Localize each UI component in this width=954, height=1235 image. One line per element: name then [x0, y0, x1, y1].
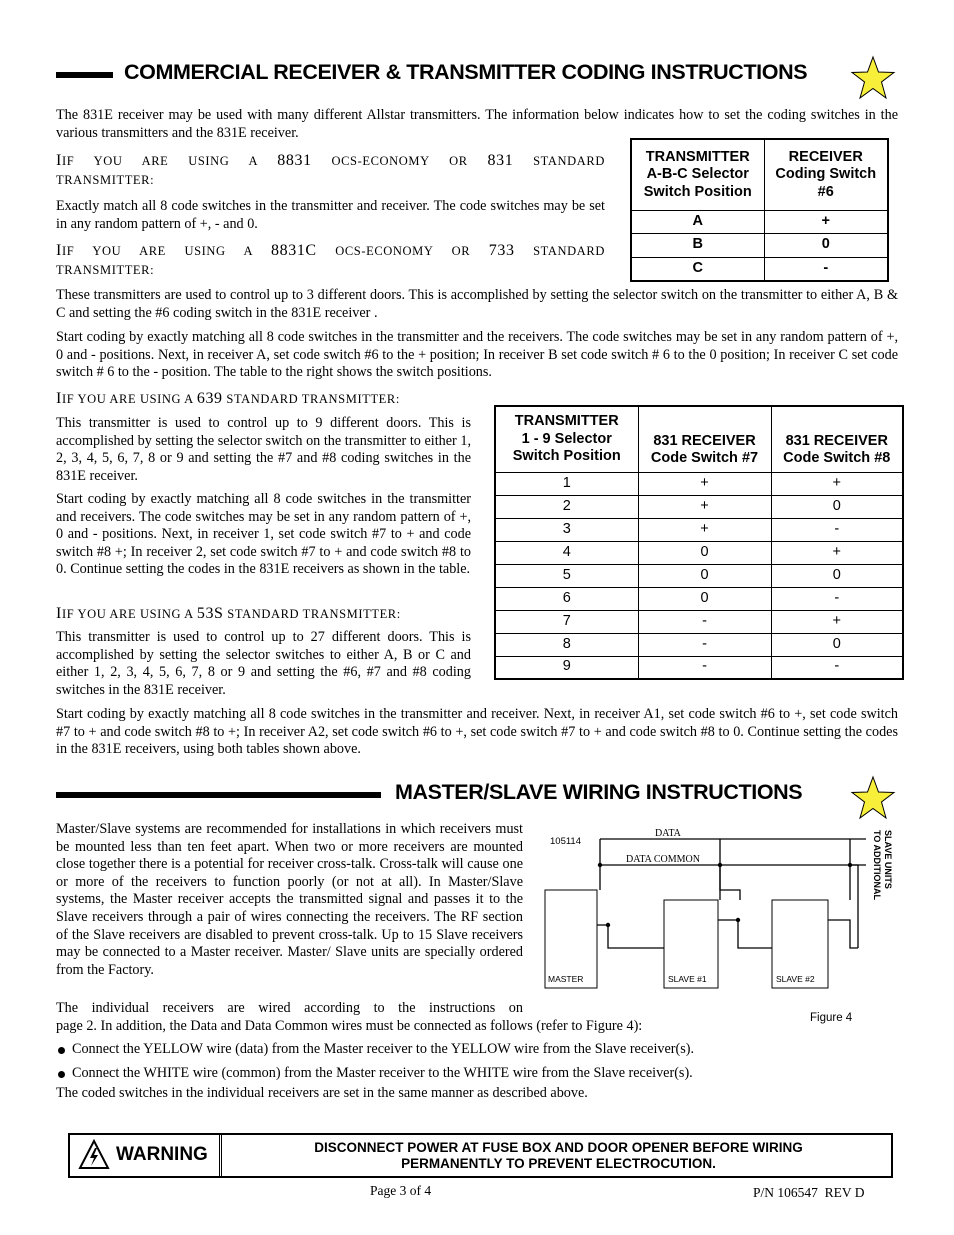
part-number: P/N 106547 REV D	[753, 1185, 865, 1200]
table-row: B 0	[631, 233, 888, 257]
side-label-1: TO ADDITIONAL	[872, 830, 882, 900]
table-row: 4 0 +	[495, 541, 903, 564]
table-row: 8 - 0	[495, 633, 903, 656]
heading-8831: IIF YOU ARE USING A 8831 OCS-ECONOMY OR 831 STANDARD	[56, 152, 605, 169]
paragraph-8831c-2: Start coding by exactly matching all 8 code switches in the transmitter and the receivers. The code switches may be set in any random pattern of +, 0 and - positions. Next, in receiver A, set code switch #6 to the + position; In receiver B set code switch # 6 to the 0 position; In receiver C set code switch # 6 to the - position. The table to the right shows the switch positions.	[56, 329, 898, 381]
bullet-marker	[58, 1071, 65, 1078]
selector-table-abc	[630, 138, 889, 282]
table2-header-switch7: 831 RECEIVER Code Switch #7	[638, 406, 771, 472]
table-row: 6 0 -	[495, 587, 903, 610]
lightning-hazard-icon	[78, 1139, 110, 1171]
intro-paragraph: The 831E receiver may be used with many different Allstar transmitters. The information below indicates how to set the coding switches in the various transmitters and the 831E receiver.	[56, 107, 898, 141]
heading-8831-line2: TRANSMITTER:	[56, 173, 155, 187]
wiring-paragraph-1: Master/Slave systems are recommended for installations in which receivers must be mounted less than ten feet apart. When two or more receivers are mounted close together there is a potential for receiver cross-talk. Cross-talk will cause one or more of the receivers to function poorly (or not at all). In Master/Slave systems, the Master receiver accepts the transmitted signal and passes it to the Slave receivers through a pair of wires connecting the receivers. The RF section of the Slave receivers are disabled to prevent cross-talk. Up to 15 Slave receivers may be connected to a Master receiver. Master/ Slave units are specially ordered from the Factory.	[56, 821, 523, 978]
warning-line-2: PERMANENTLY TO PREVENT ELECTROCUTION.	[401, 1156, 716, 1171]
bullet-yellow: Connect the YELLOW wire (data) from the Master receiver to the YELLOW wire from the Slave receiver(s).	[72, 1041, 695, 1057]
paragraph-8831: Exactly match all 8 code switches in the transmitter and receiver. The code switches may be set in any random pattern of +, - and 0.	[56, 198, 605, 232]
table2-header-transmitter: TRANSMITTER 1 - 9 Selector Switch Position	[495, 406, 638, 472]
warning-text	[226, 1140, 891, 1172]
paragraph-53s: This transmitter is used to control up to 27 different doors. This is accomplished by setting the selector switches to either A, B or C and either 1, 2, 3, 4, 5, 6, 7, 8 or 9 and setting the #6, #7 and #8 coding switches in the 831E receiver.	[56, 629, 471, 698]
star-icon	[850, 775, 896, 821]
data-label: DATA	[655, 828, 681, 839]
selector-table-1-9	[494, 405, 904, 680]
page-number: Page 3 of 4	[370, 1183, 432, 1198]
figure-caption: Figure 4	[810, 1012, 853, 1024]
warning-line-1: DISCONNECT POWER AT FUSE BOX AND DOOR OPENER BEFORE WIRING	[314, 1140, 803, 1155]
paragraph-639-1: This transmitter is used to control up to 9 different doors. This is accomplished by setting the selector switch on the transmitter to either 1, 2, 3, 4, 5, 6, 7, 8 or 9 and setting the #7 and #8 coding switches in the 831E receiver.	[56, 415, 471, 484]
table2-header-switch8: 831 RECEIVER Code Switch #8	[771, 406, 903, 472]
section-title-wiring: MASTER/SLAVE WIRING INSTRUCTIONS	[395, 780, 803, 804]
warning-label: WARNING	[116, 1144, 208, 1165]
table-row: 2 + 0	[495, 495, 903, 518]
table1-header-transmitter: TRANSMITTER A-B-C Selector Switch Position	[631, 139, 764, 210]
side-label-2: SLAVE UNITS	[883, 830, 893, 889]
wiring-paragraph-3: The coded switches in the individual receivers are set in the same manner as described above.	[56, 1085, 588, 1101]
master-label: MASTER	[548, 974, 584, 984]
heading-8831c-line2: TRANSMITTER:	[56, 263, 155, 277]
header-rule-2	[56, 792, 381, 798]
header-rule-1	[56, 72, 113, 78]
table-row: 1 + +	[495, 472, 903, 495]
heading-639: IIF YOU ARE USING A 639 STANDARD TRANSMITTER:	[56, 390, 400, 407]
data-common-label: DATA COMMON	[626, 854, 700, 865]
paragraph-8831c-1: These transmitters are used to control up to 3 different doors. This is accomplished by setting the selector switch on the transmitter to either A, B & C and setting the #6 coding switch in the 831E receiver .	[56, 287, 898, 321]
table-row: 7 - +	[495, 610, 903, 633]
slave1-label: SLAVE #1	[668, 974, 707, 984]
table-row: C -	[631, 257, 888, 281]
wiring-diagram	[540, 820, 898, 1030]
table-row: A +	[631, 210, 888, 233]
figure-number: 105114	[550, 836, 581, 847]
table-row: 3 + -	[495, 518, 903, 541]
bullet-white: Connect the WHITE wire (common) from the Master receiver to the WHITE wire from the Slave receiver(s).	[72, 1065, 693, 1081]
table-row: 5 0 0	[495, 564, 903, 587]
wiring-paragraph-2b: page 2. In addition, the Data and Data Common wires must be connected as follows (refer to Figure 4):	[56, 1018, 643, 1034]
wiring-paragraph-2a: The individual receivers are wired according to the instructions on	[56, 1000, 523, 1016]
section-title-coding: COMMERCIAL RECEIVER & TRANSMITTER CODING INSTRUCTIONS	[124, 60, 808, 84]
heading-8831c: IIF YOU ARE USING A 8831C OCS-ECONOMY OR 733 STANDARD	[56, 242, 605, 259]
warning-box	[68, 1133, 893, 1178]
table-row: 9 - -	[495, 656, 903, 679]
bullet-marker	[58, 1047, 65, 1054]
slave2-label: SLAVE #2	[776, 974, 815, 984]
paragraph-639-2: Start coding by exactly matching all 8 code switches in the transmitter and receivers. The code switches may be set in any random pattern of +, 0 and - positions. Next, in receiver 1, set code switch #7 to + and code switch #8 +; In receiver 2, set code switch #7 to + and code switch #8 to 0. Continue setting the codes in the 831E receivers as shown in the table.	[56, 491, 471, 578]
paragraph-final: Start coding by exactly matching all 8 code switches in the transmitter and receiver. Next, in receiver A1, set code switch #6 to +, set code switch #7 to + and code switch #8 to +; In receiver A2, set code switch #6 to +, set code switch #7 to + and code switch #8 to 0. Continue setting the codes in the 831E receivers, using both tables shown above.	[56, 706, 898, 758]
heading-53s: IIF YOU ARE USING A 53S STANDARD TRANSMITTER:	[56, 605, 401, 622]
table1-header-receiver: RECEIVER Coding Switch #6	[764, 139, 888, 210]
star-icon	[850, 55, 896, 101]
warning-label-box	[70, 1135, 222, 1176]
